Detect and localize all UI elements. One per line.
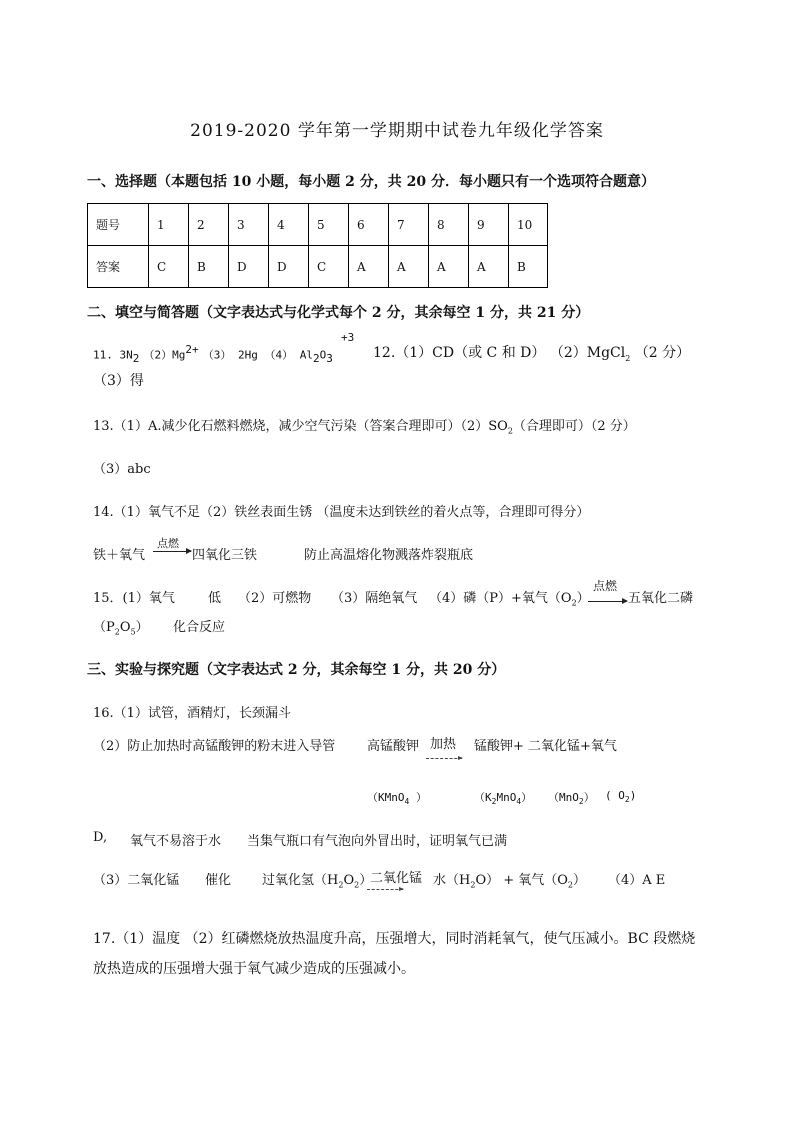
q16-reactant: 高锰酸钾	[367, 739, 420, 754]
reaction-arrow	[367, 889, 403, 890]
q15-part5: （4）磷（P）+氧气$(O_2)$	[429, 591, 590, 608]
q15-formula: $(P_2O_5)$	[93, 620, 149, 637]
q16-line5e: （4）A E	[608, 873, 666, 888]
q16-condition: 加热	[430, 737, 457, 752]
table-cell: 2	[189, 204, 229, 246]
section2-heading: 二、填空与简答题（文字表达式与化学式每个 2 分，其余每空 1 分，共 21 分）	[87, 305, 590, 321]
q12-answer: 12.（1）CD（或 C 和 D） （2）MgCl$_2$ （2 分）	[373, 345, 691, 363]
q16-line1: 16.（1）试管，酒精灯，长颈漏斗	[93, 706, 291, 721]
q16-line5d: 水$(H_2O)$ + 氧气$(O_2)$	[433, 873, 587, 890]
table-cell: D	[269, 246, 309, 288]
q15-part3: （2）可燃物	[238, 591, 312, 606]
table-cell: A	[349, 246, 389, 288]
reaction-arrow	[153, 551, 191, 552]
q16-line4b: 氧气不易溶于水	[130, 834, 222, 849]
q16-formula-o2: ( $O_2$)	[605, 789, 637, 805]
table-cell: A	[429, 246, 469, 288]
q14-reactants: 铁＋氧气	[93, 548, 146, 563]
q15-product: 五氧化二磷	[628, 591, 694, 606]
table-cell: A	[389, 246, 429, 288]
q13-line2: （3）abc	[93, 462, 151, 477]
table-cell: 1	[149, 204, 189, 246]
q15-part2: 低	[208, 591, 222, 606]
table-cell: 8	[429, 204, 469, 246]
q16-formula-k2mno4: $(K_2MnO_4)$	[474, 791, 533, 807]
q17-line2: 放热造成的压强增大强于氧气减少造成的压强减小。	[93, 961, 415, 977]
q15-condition: 点燃	[593, 579, 618, 593]
table-cell: 3	[229, 204, 269, 246]
reaction-arrow	[588, 601, 627, 602]
q14-condition: 点燃	[157, 537, 179, 550]
q14-line1: 14.（1）氧气不足（2）铁丝表面生锈 （温度未达到铁丝的着火点等，合理即可得分）	[93, 505, 590, 520]
q15-part1: 15．(1）氧气	[93, 591, 175, 606]
q16-line5a: （3）二氧化锰	[93, 873, 180, 888]
table-cell: A	[469, 246, 509, 288]
q16-condition2: 二氧化锰	[370, 871, 423, 886]
table-row	[88, 246, 548, 288]
section1-heading: 一、选择题（本题包括 10 小题，每小题 2 分，共 20 分．每小题只有一个选项符合题意）	[87, 174, 655, 190]
q16-formula-mno2: （MnO$_2$）	[548, 791, 595, 807]
q15-part4: （3）隔绝氧气	[331, 591, 418, 606]
table-cell: D	[229, 246, 269, 288]
q16-line5b: 催化	[205, 873, 232, 888]
q12-line2: （3）得	[93, 373, 144, 389]
table-cell: C	[309, 246, 349, 288]
table-cell: B	[189, 246, 229, 288]
answer-table	[87, 203, 548, 288]
document-title: 2019-2020 学年第一学期期中试卷九年级化学答案	[190, 121, 604, 141]
table-cell: 5	[309, 204, 349, 246]
q16-formula-kmno4: （KMnO$_4$ ）	[367, 791, 427, 807]
table-cell: C	[149, 246, 189, 288]
q16-line5c: 过氧化氢$(H_2O_2)$	[262, 873, 373, 890]
table-cell: 6	[349, 204, 389, 246]
q15-reaction-type: 化合反应	[173, 620, 226, 635]
q16-products: 锰酸钾+ 二氧化锰+氧气	[474, 739, 617, 754]
q13-answer: 13.（1）A.减少化石燃料燃烧，减少空气污染（答案合理即可）$(2)SO_2$（合理即可）（2 分）	[93, 419, 636, 436]
q11-charge: +3	[341, 331, 355, 344]
q14-note: 防止高温熔化物溅落炸裂瓶底	[304, 548, 474, 563]
table-cell: 4	[269, 204, 309, 246]
section3-heading: 三、实验与探究题（文字表达式 2 分，其余每空 1 分，共 20 分）	[87, 662, 506, 678]
table-row	[88, 204, 548, 246]
q17-line1: 17.（1）温度 （2）红磷燃烧放热温度升高，压强增大，同时消耗氧气，使气压减小。BC 段燃烧	[93, 931, 696, 947]
q11-answer: 11. $3N_2$ $(2)Mg^{2+}$ （3） 2Hg （4） $Al_2O_3$	[93, 343, 333, 365]
reaction-arrow	[426, 758, 462, 759]
row-label-answer: 答案	[88, 246, 149, 288]
table-cell: 10	[509, 204, 548, 246]
table-cell: 9	[469, 204, 509, 246]
q16-line4c: 当集气瓶口有气泡向外冒出时，证明氧气已满	[247, 834, 508, 849]
table-cell: B	[509, 246, 548, 288]
q14-product: 四氧化三铁	[192, 548, 258, 563]
table-cell: 7	[389, 204, 429, 246]
q16-line2a: （2）防止加热时高锰酸钾的粉末进入导管	[93, 739, 336, 754]
row-label-number: 题号	[88, 204, 149, 246]
q16-line4a: D,	[93, 830, 108, 845]
